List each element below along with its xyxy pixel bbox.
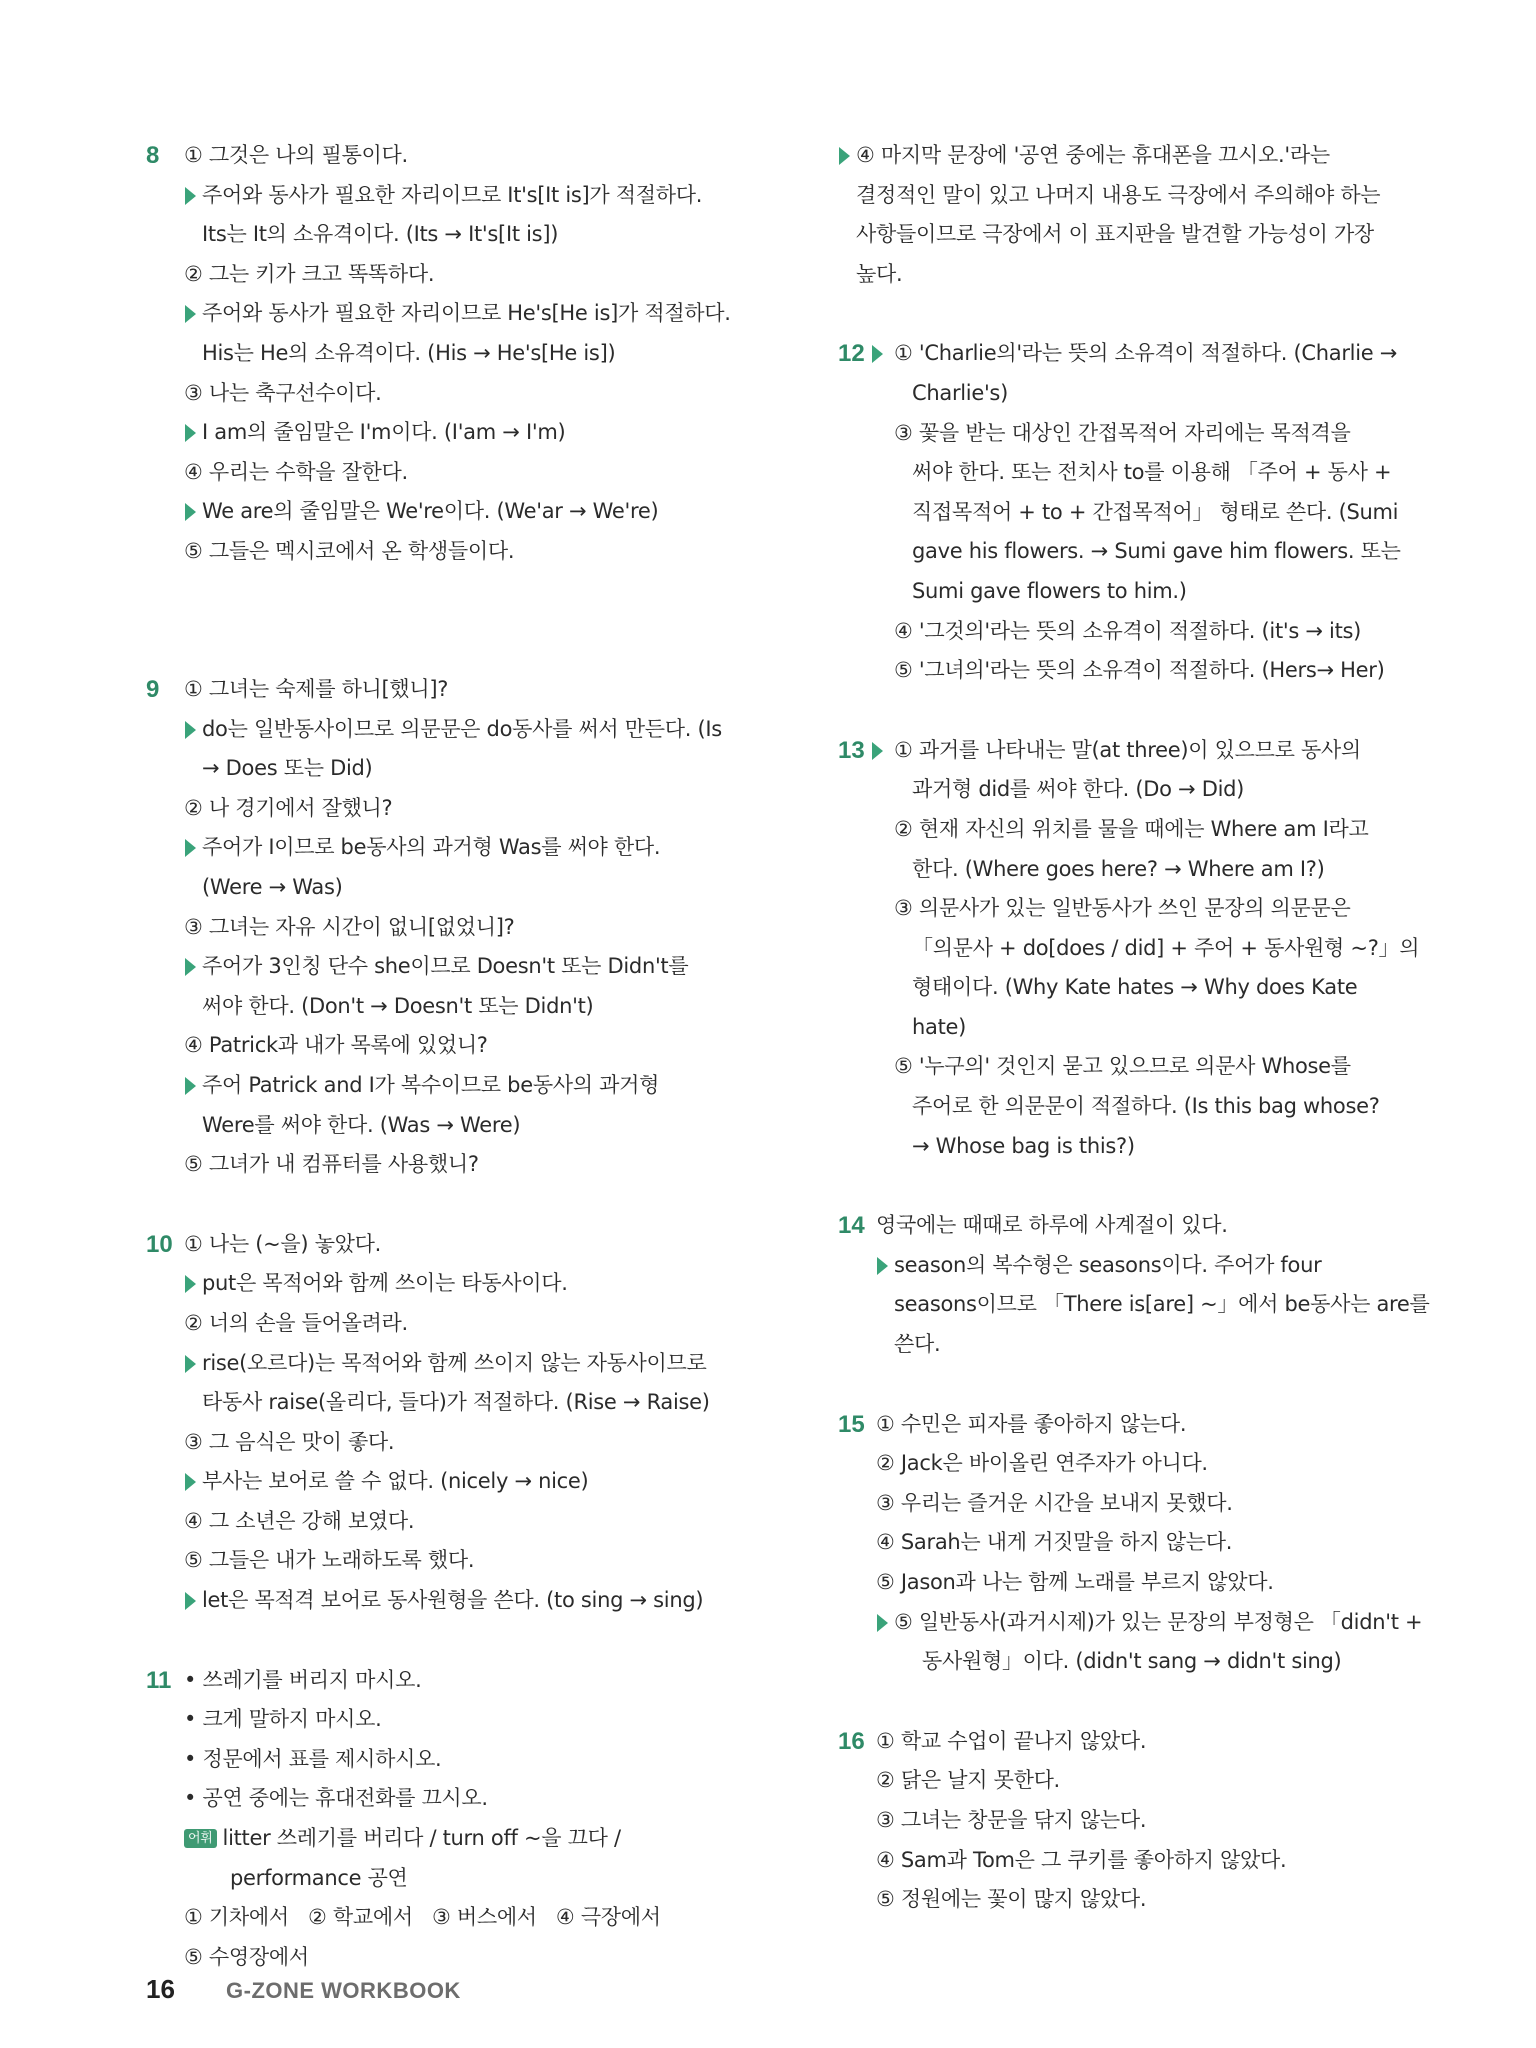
explanation-line: let은 목적격 보어로 동사원형을 쓴다. (to sing → sing) xyxy=(184,1581,746,1621)
question-8 xyxy=(146,136,746,563)
vocab-tag: 어휘 xyxy=(184,1829,217,1848)
answer-line: ② 그는 키가 크고 똑똑하다. xyxy=(184,261,435,286)
question-number: 15 xyxy=(838,1410,865,1438)
answer-line: ④ 그 소년은 강해 보였다. xyxy=(184,1508,415,1533)
question-15 xyxy=(838,1405,1423,1682)
explanation-line: 결정적인 말이 있고 나머지 내용도 극장에서 주의해야 하는 xyxy=(856,182,1381,207)
question-number: 16 xyxy=(838,1727,865,1755)
answer-line: 주어로 한 의문문이 적절하다. (Is this bag whose? xyxy=(912,1094,1380,1119)
arrow-icon xyxy=(872,345,883,363)
explanation-line: 주어와 동사가 필요한 자리이므로 He's[He is]가 적절하다. xyxy=(184,294,746,334)
question-9 xyxy=(146,670,746,1185)
answer-line: 과거형 did를 써야 한다. (Do → Did) xyxy=(912,777,1245,802)
answer-line: ② 너의 손을 들어올려라. xyxy=(184,1310,408,1335)
answer-line: ④ Sarah는 내게 거짓말을 하지 않는다. xyxy=(876,1530,1233,1555)
explanation-line: 주어와 동사가 필요한 자리이므로 It's[It is]가 적절하다. xyxy=(184,176,746,216)
question-number: 13 xyxy=(838,736,865,764)
question-14 xyxy=(838,1206,1430,1364)
explanation-line: 사항들이므로 극장에서 이 표지판을 발견할 가능성이 가장 xyxy=(856,222,1374,247)
sign-line: • 쓰레기를 버리지 마시오. xyxy=(184,1667,422,1692)
answer-line: 한다. (Where goes here? → Where am I?) xyxy=(912,856,1325,881)
answer-line: ① 그녀는 숙제를 하니[했니]? xyxy=(184,677,449,701)
sign-line: • 크게 말하지 마시오. xyxy=(184,1707,382,1732)
explanation-line: season의 복수형은 seasons이다. 주어가 four xyxy=(876,1246,1398,1286)
question-number: 14 xyxy=(838,1212,865,1240)
answer-line: ④ Patrick과 내가 목록에 있었니? xyxy=(184,1033,488,1058)
explanation-line: 동사원형」이다. (didn't sang → didn't sing) xyxy=(922,1649,1342,1674)
question-16 xyxy=(838,1722,1398,1920)
answer-line: ④ 우리는 수학을 잘한다. xyxy=(184,459,408,484)
answer-line: 직접목적어 + to + 간접목적어」 형태로 쓴다. (Sumi xyxy=(912,499,1399,524)
explanation-line: 부사는 보어로 쓸 수 없다. (nicely → nice) xyxy=(184,1462,746,1502)
answer-line: 형태이다. (Why Kate hates → Why does Kate xyxy=(912,975,1358,1000)
explanation-line: put은 목적어와 함께 쓰이는 타동사이다. xyxy=(184,1264,746,1304)
question-number: 12 xyxy=(838,340,865,368)
answer-line: ⑤ '누구의' 것인지 묻고 있으므로 의문사 Whose를 xyxy=(894,1054,1351,1079)
answer-line: hate) xyxy=(912,1014,967,1039)
answer-line: ⑤ 그녀가 내 컴퓨터를 사용했니? xyxy=(184,1152,479,1177)
answer-line: ④ Sam과 Tom은 그 쿠키를 좋아하지 않았다. xyxy=(876,1847,1287,1872)
answer-line: ⑤ Jason과 나는 함께 노래를 부르지 않았다. xyxy=(876,1570,1274,1594)
question-11 xyxy=(146,1661,746,1978)
explanation-line: 타동사 raise(올리다, 들다)가 적절하다. (Rise → Raise) xyxy=(202,1390,710,1415)
question-13 xyxy=(838,731,1420,1167)
answer-line: ① 학교 수업이 끝나지 않았다. xyxy=(876,1728,1147,1753)
question-number: 8 xyxy=(146,142,160,169)
options-line: ① 기차에서 ② 학교에서 ③ 버스에서 ④ 극장에서 xyxy=(184,1905,661,1930)
answer-line: ③ 꽃을 받는 대상인 간접목적어 자리에는 목적격을 xyxy=(894,420,1351,445)
answer-line: ① 과거를 나타내는 말(at three)이 있으므로 동사의 xyxy=(894,737,1361,762)
question-11-continued xyxy=(838,136,1398,294)
answer-line: ① 나는 (~을) 놓았다. xyxy=(184,1231,382,1256)
explanation-line: seasons이므로 「There is[are] ~」에서 be동사는 are를 xyxy=(894,1292,1430,1317)
right-column xyxy=(838,136,1430,1920)
explanation-line: We are의 줄임말은 We're이다. (We'ar → We're) xyxy=(184,492,746,532)
explanation-line: ④ 마지막 문장에 '공연 중에는 휴대폰을 끄시오.'라는 xyxy=(838,136,1398,176)
explanation-line: 써야 한다. (Don't → Doesn't 또는 Didn't) xyxy=(202,993,594,1018)
answer-line: ② 현재 자신의 위치를 물을 때에는 Where am I라고 xyxy=(894,816,1369,841)
page-footer xyxy=(146,1974,461,2005)
explanation-line: 주어 Patrick and I가 복수이므로 be동사의 과거형 xyxy=(184,1066,746,1106)
explanation-line: → Does 또는 Did) xyxy=(202,756,373,781)
answer-line: ③ 그녀는 자유 시간이 없니[없었니]? xyxy=(184,914,515,939)
question-number: 10 xyxy=(146,1230,173,1258)
explanation-line: 주어가 3인칭 단수 she이므로 Doesn't 또는 Didn't를 xyxy=(184,947,746,987)
answer-line: Charlie's) xyxy=(912,380,1008,405)
explanation-line: do는 일반동사이므로 의문문은 do동사를 써서 만든다. (Is xyxy=(184,710,746,750)
answer-line: Sumi gave flowers to him.) xyxy=(912,578,1187,603)
left-column xyxy=(146,136,746,1977)
explanation-line: 주어가 I이므로 be동사의 과거형 Was를 써야 한다. xyxy=(184,828,746,868)
arrow-icon xyxy=(872,742,883,760)
sign-line: • 정문에서 표를 제시하시오. xyxy=(184,1746,442,1771)
question-10 xyxy=(146,1225,746,1621)
explanation-line: 쓴다. xyxy=(894,1332,941,1357)
explanation-line: Were를 써야 한다. (Was → Were) xyxy=(202,1112,521,1137)
answer-line: 써야 한다. 또는 전치사 to를 이용해 「주어 + 동사 + xyxy=(912,460,1392,485)
options-line: ⑤ 수영장에서 xyxy=(184,1944,309,1969)
explanation-line: His는 He의 소유격이다. (His → He's[He is]) xyxy=(202,340,616,365)
answer-line: ③ 나는 축구선수이다. xyxy=(184,380,382,405)
explanation-line: ⑤ 일반동사(과거시제)가 있는 문장의 부정형은 「didn't + xyxy=(876,1603,1398,1643)
question-number: 9 xyxy=(146,676,160,703)
page-number: 16 xyxy=(146,1974,175,2004)
answer-line: ⑤ 그들은 멕시코에서 온 학생들이다. xyxy=(184,538,515,563)
explanation-line: 높다. xyxy=(856,261,903,286)
explanation-line: rise(오르다)는 목적어와 함께 쓰이지 않는 자동사이므로 xyxy=(184,1344,746,1384)
explanation-line: I am의 줄임말은 I'm이다. (I'am → I'm) xyxy=(184,413,746,453)
answer-line: ③ 그녀는 창문을 닦지 않는다. xyxy=(876,1807,1147,1832)
question-number: 11 xyxy=(146,1666,172,1694)
book-title: G-ZONE WORKBOOK xyxy=(226,1978,461,2003)
answer-line: ⑤ 정원에는 꽃이 많지 않았다. xyxy=(876,1887,1147,1912)
vocab-text: litter 쓰레기를 버리다 / turn off ~을 끄다 / xyxy=(222,1826,621,1851)
answer-line: ③ 의문사가 있는 일반동사가 쓰인 문장의 의문문은 xyxy=(894,896,1351,921)
answer-line: → Whose bag is this?) xyxy=(912,1133,1135,1158)
answer-line: ② 닭은 날지 못한다. xyxy=(876,1768,1060,1793)
vocab-line xyxy=(184,1819,746,1859)
vocab-line-2: performance 공연 xyxy=(230,1865,408,1890)
answer-line: ⑤ '그녀의'라는 뜻의 소유격이 적절하다. (Hers→ Her) xyxy=(894,658,1385,683)
answer-line: ① 'Charlie의'라는 뜻의 소유격이 적절하다. (Charlie → xyxy=(894,341,1398,366)
answer-line: gave his flowers. → Sumi gave him flowers. 또는 xyxy=(912,539,1401,564)
answer-line: ② Jack은 바이올린 연주자가 아니다. xyxy=(876,1451,1208,1476)
explanation-line: (Were → Was) xyxy=(202,874,343,899)
answer-line: ① 그것은 나의 필통이다. xyxy=(184,143,408,167)
answer-line: 「의문사 + do[does / did] + 주어 + 동사원형 ~?」의 xyxy=(912,935,1420,960)
answer-line: ③ 우리는 즐거운 시간을 보내지 못했다. xyxy=(876,1490,1233,1515)
answer-line: ④ '그것의'라는 뜻의 소유격이 적절하다. (it's → its) xyxy=(894,618,1362,643)
answer-line: ② 나 경기에서 잘했니? xyxy=(184,795,393,820)
answer-line: ⑤ 그들은 내가 노래하도록 했다. xyxy=(184,1548,475,1573)
question-12 xyxy=(838,334,1401,690)
answer-line: ① 수민은 피자를 좋아하지 않는다. xyxy=(876,1411,1187,1436)
translation-line: 영국에는 때때로 하루에 사계절이 있다. xyxy=(876,1213,1228,1238)
answer-line: ③ 그 음식은 맛이 좋다. xyxy=(184,1429,395,1454)
explanation-line: Its는 It의 소유격이다. (Its → It's[It is]) xyxy=(202,222,559,247)
sign-line: • 공연 중에는 휴대전화를 끄시오. xyxy=(184,1786,488,1811)
